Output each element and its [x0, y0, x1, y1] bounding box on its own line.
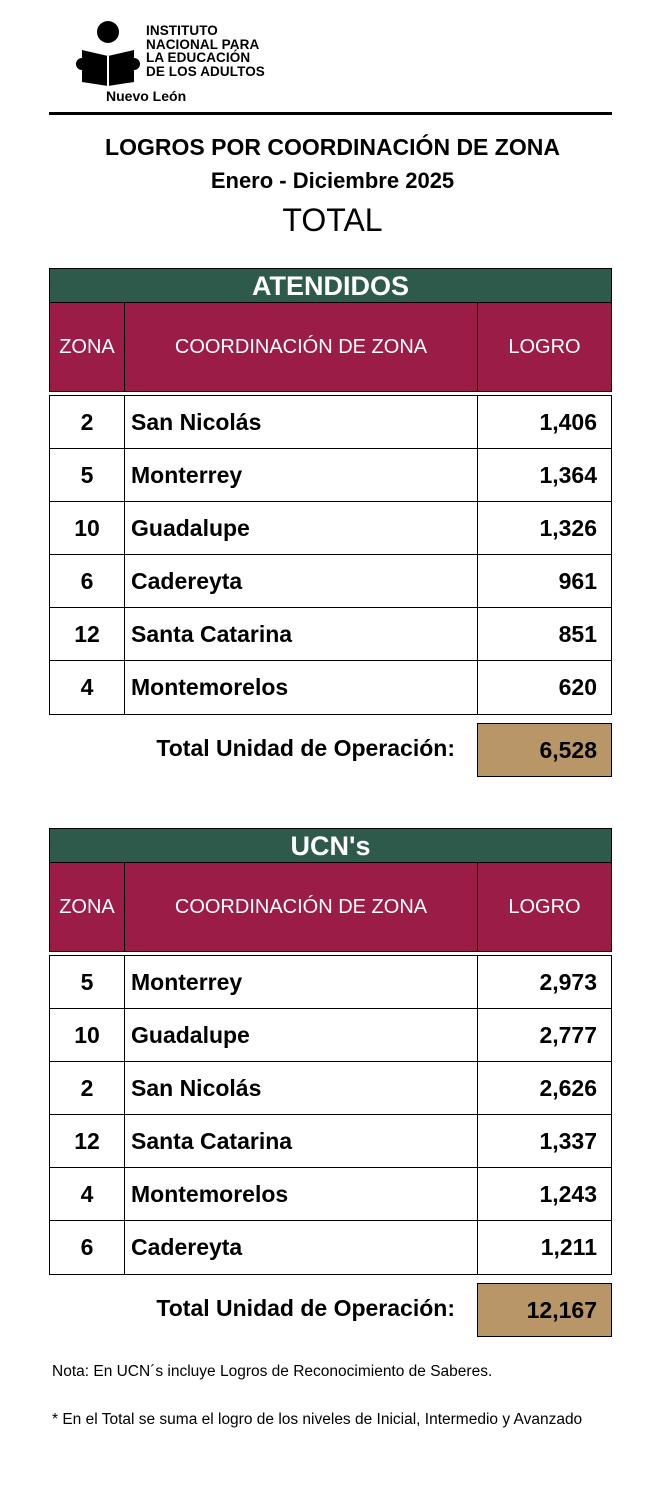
cell-coordinacion: Santa Catarina: [125, 608, 478, 660]
cell-zona: 2: [50, 396, 125, 448]
cell-zona: 5: [50, 956, 125, 1008]
cell-zona: 4: [50, 661, 125, 714]
table-row: [50, 396, 611, 449]
table-row: [50, 608, 611, 661]
cell-coordinacion: Guadalupe: [125, 502, 478, 554]
cell-zona: 5: [50, 449, 125, 501]
org-line: INSTITUTO: [146, 23, 218, 38]
cell-zona: 6: [50, 1221, 125, 1274]
total-value: 6,528: [477, 723, 612, 777]
cell-logro: 961: [558, 567, 597, 594]
report-subtitle: TOTAL: [282, 202, 383, 238]
col-coordinacion-header: COORDINACIÓN DE ZONA: [125, 303, 478, 391]
org-logo: [76, 20, 316, 110]
cell-logro: 620: [558, 674, 597, 700]
cell-logro: 1,337: [539, 1127, 597, 1154]
cell-logro: 1,364: [539, 461, 597, 488]
cell-coordinacion: San Nicolás: [125, 1062, 478, 1114]
cell-coordinacion: Montemorelos: [125, 1168, 478, 1220]
table-body: [49, 395, 612, 715]
ucns-table: [49, 828, 612, 1339]
table-row: [50, 1009, 611, 1062]
total-label: Total Unidad de Operación:: [156, 1295, 455, 1321]
cell-coordinacion: Santa Catarina: [125, 1115, 478, 1167]
atendidos-table: [49, 268, 612, 779]
table-row: [50, 1168, 611, 1221]
section-title: ATENDIDOS: [49, 268, 612, 303]
table-body: [49, 955, 612, 1275]
org-name: [146, 24, 265, 78]
cell-logro: 851: [558, 620, 597, 647]
cell-zona: 10: [50, 502, 125, 554]
table-row: [50, 449, 611, 502]
reading-person-icon: [76, 20, 140, 86]
org-line: NACIONAL PARA: [146, 36, 260, 52]
col-coordinacion-header: COORDINACIÓN DE ZONA: [125, 863, 478, 951]
total-row: [49, 723, 612, 779]
total-value: 12,167: [477, 1283, 612, 1337]
cell-logro: 1,211: [540, 1234, 597, 1260]
cell-logro: 2,973: [539, 968, 597, 995]
cell-logro: 2,626: [539, 1074, 597, 1101]
cell-coordinacion: Montemorelos: [125, 661, 478, 714]
column-header-row: [49, 863, 612, 952]
cell-coordinacion: San Nicolás: [125, 396, 478, 448]
cell-zona: 4: [50, 1168, 125, 1220]
cell-coordinacion: Cadereyta: [125, 1221, 478, 1274]
cell-logro: 1,406: [539, 408, 597, 435]
cell-logro: 1,243: [539, 1180, 597, 1207]
total-row: [49, 1283, 612, 1339]
table-row: [50, 661, 611, 714]
report-title: LOGROS POR COORDINACIÓN DE ZONA: [105, 134, 560, 160]
table-row: [50, 956, 611, 1009]
table-row: [50, 502, 611, 555]
total-label: Total Unidad de Operación:: [156, 735, 455, 761]
cell-coordinacion: Monterrey: [125, 956, 478, 1008]
footnote-total: * En el Total se suma el logro de los niveles de Inicial, Intermedio y Avanzado: [52, 1411, 583, 1428]
org-line: DE LOS ADULTOS: [146, 63, 265, 79]
cell-coordinacion: Guadalupe: [125, 1009, 478, 1061]
col-logro-header: LOGRO: [508, 335, 581, 358]
col-logro-header: LOGRO: [508, 895, 581, 918]
section-title: UCN's: [49, 828, 612, 863]
cell-coordinacion: Monterrey: [125, 449, 478, 501]
col-zona-header: ZONA: [50, 863, 125, 951]
cell-coordinacion: Cadereyta: [125, 555, 478, 607]
header-divider: [49, 112, 612, 115]
org-line: LA EDUCACIÓN: [146, 50, 251, 66]
report-period: Enero - Diciembre 2025: [210, 168, 455, 193]
cell-logro: 2,777: [539, 1021, 597, 1048]
cell-zona: 6: [50, 555, 125, 607]
table-row: [50, 1221, 611, 1274]
cell-zona: 12: [50, 608, 125, 660]
table-row: [50, 555, 611, 608]
col-zona-header: ZONA: [50, 303, 125, 391]
footnote-ucn: Nota: En UCN´s incluye Logros de Reconocimiento de Saberes.: [52, 1363, 493, 1380]
cell-zona: 10: [50, 1009, 125, 1061]
cell-logro: 1,326: [539, 514, 597, 541]
cell-zona: 2: [50, 1062, 125, 1114]
table-row: [50, 1062, 611, 1115]
column-header-row: [49, 303, 612, 392]
org-state: Nuevo León: [106, 88, 187, 104]
cell-zona: 12: [50, 1115, 125, 1167]
table-row: [50, 1115, 611, 1168]
